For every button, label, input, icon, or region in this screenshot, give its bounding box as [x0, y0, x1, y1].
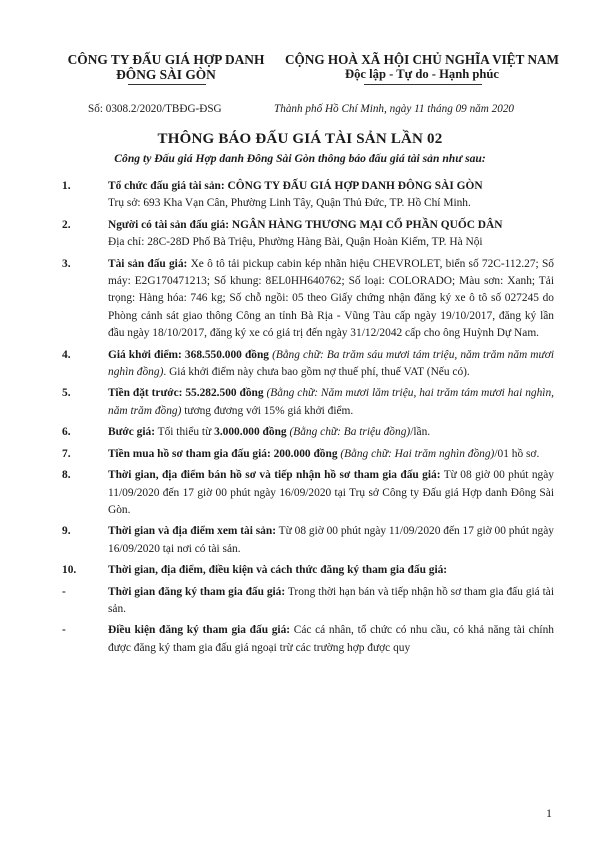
owner-address: Địa chỉ: 28C-28D Phố Bà Triệu, Phường Hàng Bài, Quận Hoàn Kiếm, TP. Hà Nội — [108, 236, 483, 249]
company-underline — [128, 84, 206, 85]
deposit-amount: 55.282.500 đồng — [185, 387, 264, 400]
item-label: Tiền mua hồ sơ tham gia đấu giá: 200.000 đồng — [108, 447, 338, 460]
company-header — [56, 52, 276, 82]
registration-time-text: Trong thời hạn bán và tiếp nhận hồ sơ tham gia đấu giá tài sản. — [108, 585, 554, 615]
starting-price: 368.550.000 đồng — [184, 348, 270, 361]
national-motto: Độc lập - Tự do - Hạnh phúc — [345, 67, 499, 81]
item-number: 9. — [62, 525, 71, 538]
deposit-words: (Bằng chữ: Năm mươi lăm triệu, hai trăm tám mươi hai nghìn, năm trăm đồng) — [108, 387, 554, 417]
item-number: 10. — [62, 564, 77, 577]
dossier-fee-words: (Bằng chữ: Hai trăm nghìn đồng) — [337, 447, 495, 460]
list-item — [62, 347, 554, 382]
item-number: 4. — [62, 348, 71, 361]
national-header — [272, 52, 572, 82]
item-number: 6. — [62, 426, 71, 439]
item-number: 1. — [62, 180, 71, 192]
dossier-fee-suffix: /01 hồ sơ. — [494, 447, 540, 460]
national-title: CỘNG HOÀ XÃ HỘI CHỦ NGHĨA VIỆT NAM — [285, 52, 559, 67]
document-subtitle: Công ty Đấu giá Hợp danh Đông Sài Gòn thông báo đấu giá tài sản như sau: — [114, 152, 486, 165]
list-item — [62, 446, 554, 463]
bid-step-amount: 3.000.000 đồng — [214, 426, 287, 439]
item-number: 7. — [62, 447, 71, 460]
company-name-line1: CÔNG TY ĐẤU GIÁ HỢP DANH — [67, 52, 265, 67]
item-number: 2. — [62, 218, 71, 231]
list-subitem — [62, 584, 554, 619]
list-subitem — [62, 622, 554, 657]
bid-step-suffix: /lần. — [410, 426, 431, 439]
item-number: 5. — [62, 387, 71, 400]
list-item — [62, 217, 554, 252]
deposit-note: tương đương với 15% giá khởi điểm. — [181, 404, 354, 417]
place-date: Thành phố Hồ Chí Minh, ngày 11 tháng 09 năm 2020 — [274, 103, 515, 115]
item-number: 8. — [62, 469, 71, 482]
item-label: Tiền đặt trước: — [108, 387, 183, 400]
item-number: 3. — [62, 257, 71, 270]
bullet-dash: - — [62, 585, 66, 598]
notice-items — [62, 178, 554, 661]
item-label: Giá khởi điểm: — [108, 348, 182, 361]
list-item — [62, 562, 554, 579]
owner-name: NGÂN HÀNG THƯƠNG MẠI CỔ PHẦN QUỐC DÂN — [231, 218, 503, 231]
subitem-label: Điều kiện đăng ký tham gia đấu giá: — [108, 624, 291, 637]
viewing-time-text: Từ 08 giờ 00 phút ngày 11/09/2020 đến 17 giờ 00 phút ngày 16/09/2020 tại nơi có tài sản. — [108, 525, 554, 555]
item-label: Tổ chức đấu giá tài sản: — [108, 180, 225, 192]
item-label: Thời gian, địa điểm, điều kiện và cách thức đăng ký tham gia đấu giá: — [108, 564, 448, 577]
item-label: Người có tài sản đấu giá: — [108, 218, 230, 231]
bid-step-words: (Bằng chữ: Ba triệu đồng) — [286, 426, 411, 439]
dossier-time-text: Từ 08 giờ 00 phút ngày 11/09/2020 đến 17 giờ 00 phút ngày 16/09/2020 tại Trụ sở Công ty Đấu giá Hợp danh Đông Sài Gòn. — [108, 469, 554, 516]
list-item — [62, 385, 554, 420]
document-title: THÔNG BÁO ĐẤU GIÁ TÀI SẢN LẦN 02 — [157, 131, 443, 147]
item-label: Thời gian, địa điểm bán hồ sơ và tiếp nhận hồ sơ tham gia đấu giá: — [108, 469, 441, 482]
asset-description: Xe ô tô tải pickup cabin kép nhãn hiệu CHEVROLET, biển số 72C-112.27; Số máy: E2G170471213; Số khung: 8EL0HH640762; Số loại: COLORADO; Màu sơn: Xanh; Tải trọng: Hàng hóa: 746 kg; Số chỗ ngồi: 05 theo Giấy chứng nhận đăng ký xe ô tô số 027245 do Phòng cảnh sát giao thông Công an tỉnh Bà Rịa - Vũng Tàu cấp ngày 19/10/2017, đăng ký lần đầu ngày 18/10/2017, đăng ký xe có giá trị đến ngày 31/12/2042 cấp cho ông Huỳnh Dự Nam. — [108, 257, 554, 340]
organizer-address: Trụ sở: 693 Kha Vạn Cân, Phường Linh Tây, Quận Thủ Đức, TP. Hồ Chí Minh. — [108, 197, 471, 210]
starting-price-words: (Bằng chữ: Ba trăm sáu mươi tám triệu, năm trăm năm mươi nghìn đồng) — [108, 348, 554, 379]
item-label: Tài sản đấu giá: — [108, 257, 188, 270]
organizer-name: CÔNG TY ĐẤU GIÁ HỢP DANH ĐÔNG SÀI GÒN — [227, 180, 483, 192]
list-item — [62, 424, 554, 441]
list-item — [62, 256, 554, 343]
bullet-dash: - — [62, 624, 66, 637]
list-item — [62, 178, 554, 213]
item-label: Thời gian và địa điểm xem tài sản: — [108, 525, 277, 538]
bid-step-prefix: Tối thiểu từ — [155, 426, 215, 439]
list-item — [62, 523, 554, 558]
list-item — [62, 467, 554, 519]
item-label: Bước giá: — [108, 426, 155, 439]
motto-underline — [364, 84, 482, 85]
registration-conditions-text: Các cá nhân, tổ chức có nhu cầu, có khả năng tài chính được đăng ký tham gia đấu giá ngoại trừ các trường hợp được quy — [108, 624, 554, 654]
starting-price-note: . Giá khởi điểm này chưa bao gồm nợ thuế phí, thuế VAT (Nếu có). — [163, 366, 470, 379]
document-number: Số: 0308.2/2020/TBĐG-ĐSG — [88, 103, 222, 115]
subitem-label: Thời gian đăng ký tham gia đấu giá: — [108, 585, 286, 598]
company-name-line2: ĐÔNG SÀI GÒN — [116, 67, 216, 82]
page-number: 1 — [546, 806, 552, 820]
